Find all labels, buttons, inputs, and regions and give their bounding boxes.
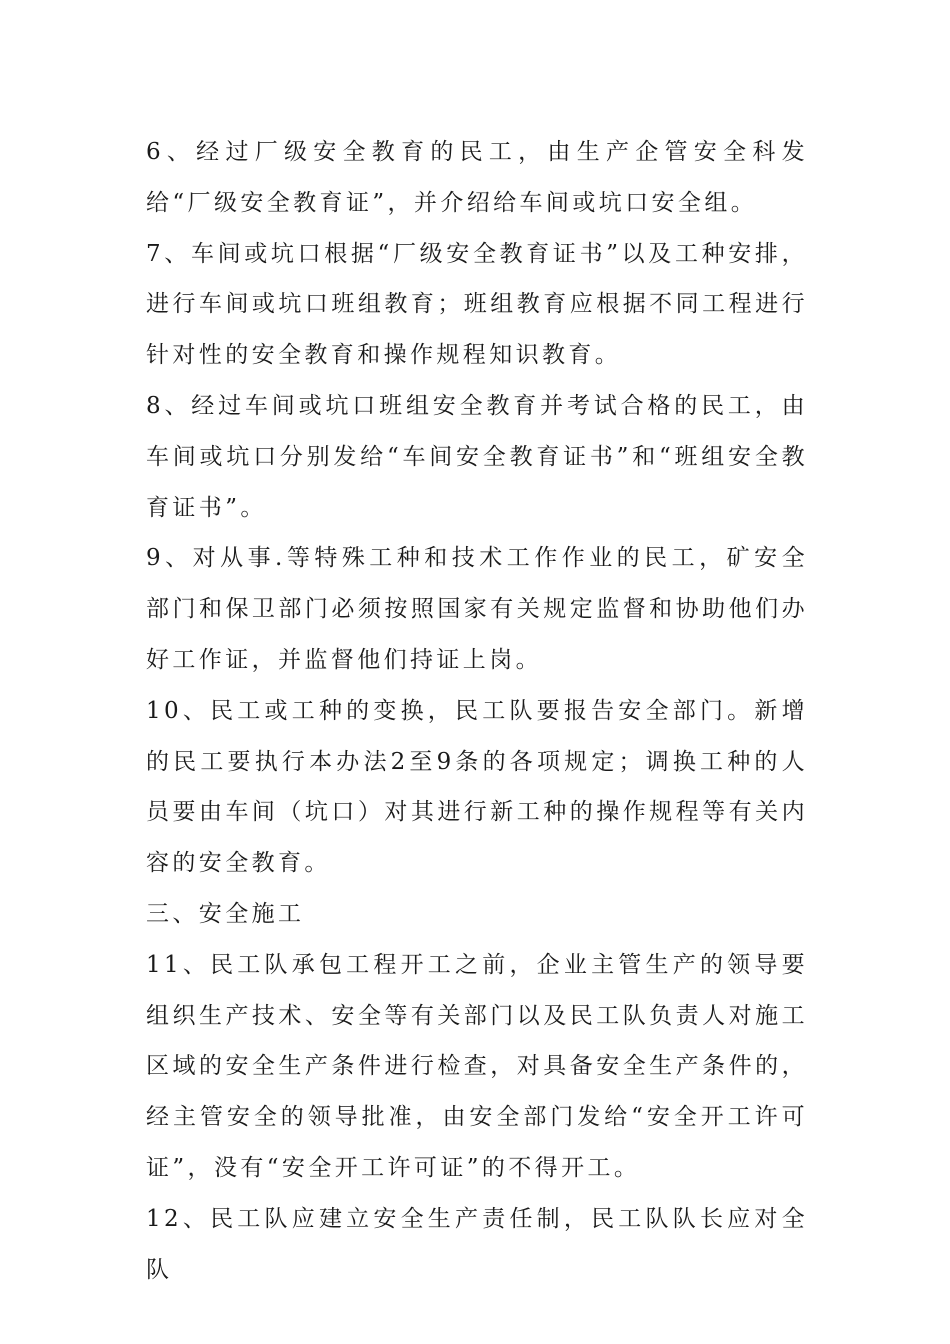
paragraph-item-9: 9、对从事.等特殊工种和技术工作作业的民工，矿安全部门和保卫部门必须按照国家有关规定监督和协助他们办好工作证，并监督他们持证上岗。: [146, 545, 808, 673]
paragraph-item-7: 7、车间或坑口根据“厂级安全教育证书”以及工种安排，进行车间或坑口班组教育；班组教育应根据不同工程进行针对性的安全教育和操作规程知识教育。: [146, 240, 808, 369]
paragraph-item-6: 6、经过厂级安全教育的民工，由生产企管安全科发给“厂级安全教育证”，并介绍给车间或坑口安全组。: [146, 139, 808, 216]
document-body: [146, 127, 808, 1295]
paragraph-item-10: 10、民工或工种的变换，民工队要报告安全部门。新增的民工要执行本办法2至9条的各项规定；调换工种的人员要由车间（坑口）对其进行新工种的操作规程等有关内容的安全教育。: [146, 697, 808, 877]
paragraph-item-11: 11、民工队承包工程开工之前，企业主管生产的领导要组织生产技术、安全等有关部门以及民工队负责人对施工区域的安全生产条件进行检查，对具备安全生产条件的，经主管安全的领导批准，由安全部门发给“安全开工许可证”，没有“安全开工许可证”的不得开工。: [146, 951, 808, 1181]
paragraph-item-8: 8、经过车间或坑口班组安全教育并考试合格的民工，由车间或坑口分别发给“车间安全教育证书”和“班组安全教育证书”。: [146, 392, 808, 521]
paragraph-item-12: 12、民工队应建立安全生产责任制，民工队队长应对全队: [146, 1205, 808, 1283]
section-heading-safe-construction: 三、安全施工: [146, 900, 305, 927]
